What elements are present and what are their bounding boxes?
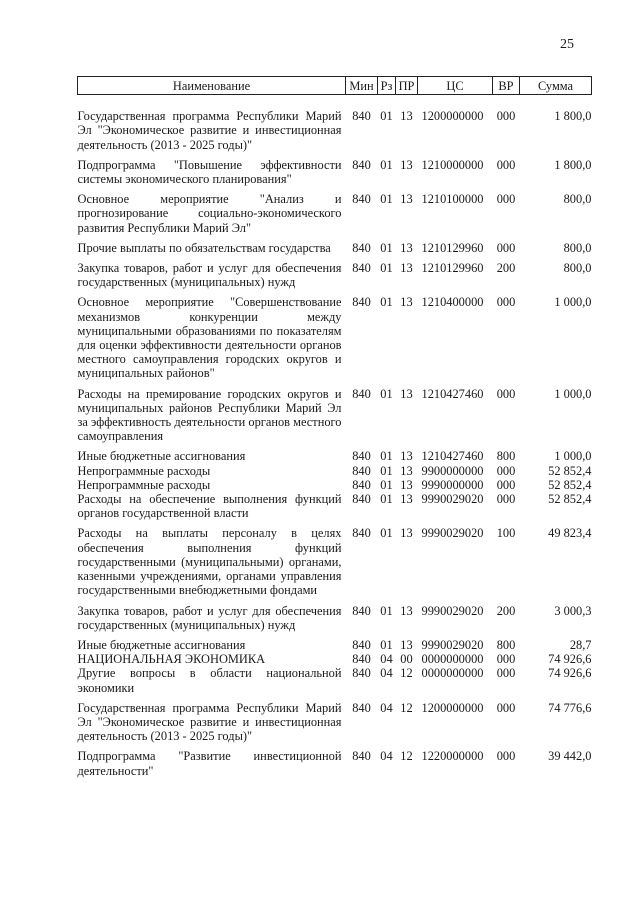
row-sum: 1 800,0 (554, 157, 592, 172)
row-min: 840 (352, 637, 371, 652)
row-sum: 74 776,6 (548, 700, 592, 715)
row-min: 840 (352, 240, 371, 255)
row-sum: 52 852,4 (548, 477, 592, 492)
row-pr: 13 (400, 603, 413, 618)
row-cs: 0000000000 (421, 652, 484, 667)
row-rz: 01 (380, 192, 393, 207)
row-min: 840 (352, 477, 371, 492)
row-cs: 1210100000 (421, 192, 484, 207)
row-cs: 1200000000 (421, 700, 484, 715)
row-vr: 000 (496, 192, 516, 207)
row-sum: 3 000,3 (554, 603, 592, 618)
row-name: Подпрограмма "Повышение эффективности системы экономического планирования" (77, 157, 342, 187)
row-name: Подпрограмма "Развитие инвестиционной деятельности" (77, 749, 342, 778)
row-rz: 01 (380, 386, 393, 401)
row-rz: 04 (380, 749, 393, 764)
table-row (78, 520, 592, 597)
table-header-row (78, 77, 592, 95)
table-row (78, 381, 592, 444)
row-rz: 01 (380, 492, 393, 507)
table-row (78, 666, 592, 694)
row-rz: 04 (380, 700, 393, 715)
row-min: 840 (352, 261, 371, 276)
row-sum: 28,7 (569, 637, 592, 652)
row-sum: 52 852,4 (548, 463, 592, 478)
row-vr: 800 (496, 449, 516, 464)
row-vr: 000 (496, 749, 516, 764)
table-row (78, 632, 592, 652)
row-rz: 01 (380, 295, 393, 310)
row-name: Государственная программа Республики Марий Эл "Экономическое развитие и инвестиционная деятельность (2013 - 2025 годы)" (77, 700, 342, 744)
row-cs: 1210400000 (421, 295, 484, 310)
header-sum: Сумма (520, 77, 592, 95)
row-pr: 12 (400, 749, 413, 764)
table-row (78, 152, 592, 186)
row-vr: 200 (496, 603, 516, 618)
row-name: Расходы на выплаты персоналу в целях обеспечения выполнения функций государственными (муниципальными) органами, казенными учреждениями, органами управления государственными внебюджетными фондами (77, 526, 342, 598)
header-pr: ПР (396, 77, 418, 95)
row-pr: 13 (400, 295, 413, 310)
row-name: Государственная программа Республики Марий Эл "Экономическое развитие и инвестиционная деятельность (2013 - 2025 годы)" (77, 109, 342, 152)
row-vr: 000 (496, 109, 516, 124)
row-sum: 74 926,6 (548, 652, 592, 667)
row-min: 840 (352, 652, 371, 667)
row-cs: 1210000000 (421, 157, 484, 172)
row-vr: 100 (496, 526, 516, 541)
budget-table (77, 76, 592, 778)
row-vr: 000 (496, 240, 516, 255)
table-body (78, 95, 592, 778)
row-name: Непрограммные расходы (77, 477, 211, 492)
row-cs: 9990029020 (421, 637, 484, 652)
row-vr: 000 (496, 463, 516, 478)
row-name: Расходы на обеспечение выполнения функций органов государственной власти (77, 492, 342, 521)
row-cs: 0000000000 (421, 666, 484, 681)
row-pr: 13 (400, 463, 413, 478)
row-cs: 9990000000 (421, 477, 484, 492)
header-cs: ЦС (418, 77, 493, 95)
row-name: Закупка товаров, работ и услуг для обеспечения государственных (муниципальных) нужд (77, 261, 342, 290)
row-sum: 800,0 (563, 192, 592, 207)
row-rz: 01 (380, 240, 393, 255)
row-sum: 1 800,0 (554, 109, 592, 124)
row-name: Закупка товаров, работ и услуг для обеспечения государственных (муниципальных) нужд (77, 603, 342, 632)
row-pr: 13 (400, 109, 413, 124)
row-rz: 04 (380, 652, 393, 667)
row-vr: 000 (496, 386, 516, 401)
row-vr: 000 (496, 652, 516, 667)
row-name: Основное мероприятие "Совершенствование механизмов конкуренции между муниципальными образованиями по показателям для оценки эффективности деятельности органов местного самоуправления городских округов и муниципальных районов" (77, 295, 342, 381)
table-row (78, 652, 592, 666)
table-row (78, 743, 592, 777)
row-vr: 200 (496, 261, 516, 276)
row-sum: 800,0 (563, 240, 592, 255)
row-rz: 01 (380, 477, 393, 492)
row-sum: 39 442,0 (548, 749, 592, 764)
row-pr: 13 (400, 637, 413, 652)
row-sum: 74 926,6 (548, 666, 592, 681)
row-min: 840 (352, 492, 371, 507)
row-cs: 9990029020 (421, 526, 484, 541)
row-name: Иные бюджетные ассигнования (77, 637, 246, 652)
row-pr: 13 (400, 386, 413, 401)
row-rz: 01 (380, 157, 393, 172)
table-row (78, 95, 592, 152)
row-vr: 000 (496, 295, 516, 310)
table-row (78, 255, 592, 289)
row-min: 840 (352, 603, 371, 618)
row-rz: 01 (380, 109, 393, 124)
row-min: 840 (352, 666, 371, 681)
row-pr: 13 (400, 240, 413, 255)
table-row (78, 235, 592, 255)
row-min: 840 (352, 463, 371, 478)
row-name: Другие вопросы в области национальной экономики (77, 666, 342, 695)
row-cs: 1200000000 (421, 109, 484, 124)
row-sum: 1 000,0 (554, 449, 592, 464)
table-row (78, 492, 592, 520)
table-row (78, 478, 592, 492)
row-vr: 000 (496, 477, 516, 492)
row-min: 840 (352, 526, 371, 541)
row-vr: 000 (496, 666, 516, 681)
row-name: НАЦИОНАЛЬНАЯ ЭКОНОМИКА (77, 652, 266, 667)
row-pr: 13 (400, 192, 413, 207)
row-min: 840 (352, 386, 371, 401)
row-pr: 13 (400, 449, 413, 464)
row-name: Непрограммные расходы (77, 463, 211, 478)
row-min: 840 (352, 749, 371, 764)
row-rz: 01 (380, 637, 393, 652)
row-name: Иные бюджетные ассигнования (77, 449, 246, 464)
row-min: 840 (352, 449, 371, 464)
table-row (78, 598, 592, 632)
table-row (78, 443, 592, 463)
row-cs: 9990029020 (421, 603, 484, 618)
row-pr: 12 (400, 700, 413, 715)
row-pr: 13 (400, 492, 413, 507)
table-row (78, 186, 592, 235)
row-vr: 000 (496, 492, 516, 507)
row-cs: 1210427460 (421, 449, 484, 464)
row-pr: 12 (400, 666, 413, 681)
row-cs: 9990029020 (421, 492, 484, 507)
row-sum: 49 823,4 (548, 526, 592, 541)
row-rz: 04 (380, 666, 393, 681)
table-row (78, 289, 592, 380)
row-sum: 1 000,0 (554, 295, 592, 310)
row-min: 840 (352, 157, 371, 172)
row-min: 840 (352, 192, 371, 207)
row-sum: 52 852,4 (548, 492, 592, 507)
row-pr: 13 (400, 477, 413, 492)
row-name: Основное мероприятие "Анализ и прогнозирование социально-экономического развития Республики Марий Эл" (77, 192, 342, 235)
row-rz: 01 (380, 261, 393, 276)
row-min: 840 (352, 295, 371, 310)
row-name: Прочие выплаты по обязательствам государства (77, 240, 331, 255)
row-cs: 9900000000 (421, 463, 484, 478)
row-sum: 1 000,0 (554, 386, 592, 401)
row-pr: 00 (400, 652, 413, 667)
row-cs: 1210427460 (421, 386, 484, 401)
row-sum: 800,0 (563, 261, 592, 276)
row-vr: 000 (496, 700, 516, 715)
header-rz: Рз (378, 77, 396, 95)
row-min: 840 (352, 109, 371, 124)
row-rz: 01 (380, 463, 393, 478)
table-row (78, 464, 592, 478)
row-vr: 800 (496, 637, 516, 652)
row-cs: 1210129960 (421, 261, 484, 276)
header-min: Мин (346, 77, 378, 95)
row-cs: 1220000000 (421, 749, 484, 764)
row-rz: 01 (380, 603, 393, 618)
row-rz: 01 (380, 449, 393, 464)
page-number: 25 (560, 37, 574, 52)
row-name: Расходы на премирование городских округов и муниципальных районов Республики Марий Эл за эффективность деятельности органов местного самоуправления (77, 386, 342, 444)
row-pr: 13 (400, 526, 413, 541)
row-cs: 1210129960 (421, 240, 484, 255)
header-vr: ВР (493, 77, 520, 95)
row-rz: 01 (380, 526, 393, 541)
row-vr: 000 (496, 157, 516, 172)
row-pr: 13 (400, 157, 413, 172)
table-row (78, 695, 592, 744)
row-pr: 13 (400, 261, 413, 276)
header-name: Наименование (78, 77, 346, 95)
row-min: 840 (352, 700, 371, 715)
